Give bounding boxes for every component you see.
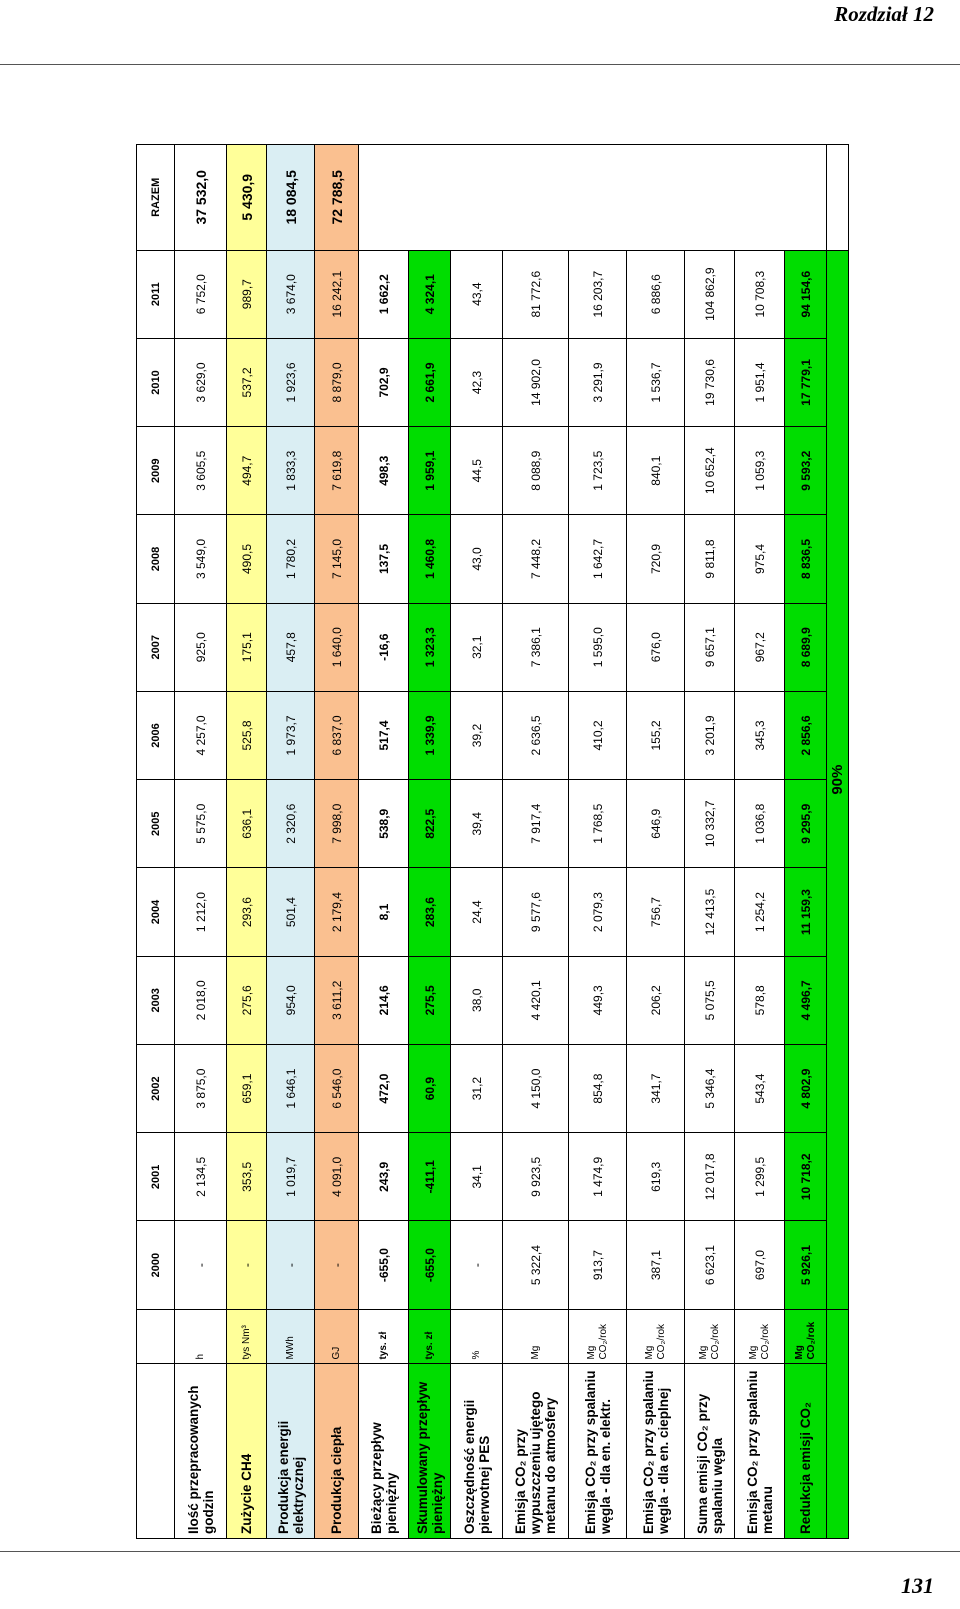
summary-blank bbox=[827, 145, 849, 251]
table-cell: 1 212,0 bbox=[175, 868, 227, 956]
table-cell: 3 605,5 bbox=[175, 427, 227, 515]
table-cell: 14 902,0 bbox=[503, 338, 569, 426]
table-cell: 619,3 bbox=[627, 1133, 685, 1221]
table-cell: 7 619,8 bbox=[315, 427, 359, 515]
table-cell: 10 332,7 bbox=[685, 780, 735, 868]
table-cell: - bbox=[315, 1221, 359, 1309]
table-cell: 9 923,5 bbox=[503, 1133, 569, 1221]
table-cell: 1 036,8 bbox=[735, 780, 785, 868]
table-cell: 1 339,9 bbox=[409, 691, 451, 779]
table-cell: 214,6 bbox=[359, 956, 409, 1044]
table-cell: 578,8 bbox=[735, 956, 785, 1044]
table-cell: 8 879,0 bbox=[315, 338, 359, 426]
table-cell: 3 201,9 bbox=[685, 691, 735, 779]
table-cell: 4 802,9 bbox=[785, 1044, 827, 1132]
table-cell: 1 323,3 bbox=[409, 603, 451, 691]
table-cell: 1 254,2 bbox=[735, 868, 785, 956]
table-cell: 9 593,2 bbox=[785, 427, 827, 515]
summary-empty bbox=[827, 1309, 849, 1538]
table-cell: 2 179,4 bbox=[315, 868, 359, 956]
header-empty-label bbox=[137, 1363, 175, 1538]
table-cell: 283,6 bbox=[409, 868, 451, 956]
table-cell: 137,5 bbox=[359, 515, 409, 603]
row-unit: % bbox=[451, 1309, 503, 1363]
row-label: Zużycie CH4 bbox=[227, 1363, 267, 1538]
table-cell: 676,0 bbox=[627, 603, 685, 691]
rotated-table-container bbox=[136, 144, 846, 1539]
table-cell: 5 075,5 bbox=[685, 956, 735, 1044]
table-cell: - bbox=[267, 1221, 315, 1309]
table-cell: 1 768,5 bbox=[569, 780, 627, 868]
table-cell: 494,7 bbox=[227, 427, 267, 515]
table-cell: 2 018,0 bbox=[175, 956, 227, 1044]
table-cell: 16 242,1 bbox=[315, 250, 359, 338]
table-cell: - bbox=[451, 1221, 503, 1309]
table-cell: 7 998,0 bbox=[315, 780, 359, 868]
table-cell: 1 460,8 bbox=[409, 515, 451, 603]
row-label: Skumulowany przepływ pieniężny bbox=[409, 1363, 451, 1538]
table-cell: 8 689,9 bbox=[785, 603, 827, 691]
table-cell: 646,9 bbox=[627, 780, 685, 868]
table-row bbox=[735, 145, 785, 1539]
table-cell: 9 811,8 bbox=[685, 515, 735, 603]
year-header: 2004 bbox=[137, 868, 175, 956]
table-cell: 1 474,9 bbox=[569, 1133, 627, 1221]
table-cell: 17 779,1 bbox=[785, 338, 827, 426]
table-cell: 7 448,2 bbox=[503, 515, 569, 603]
table-cell: 10 708,3 bbox=[735, 250, 785, 338]
table-row bbox=[409, 145, 451, 1539]
table-cell: 341,7 bbox=[627, 1044, 685, 1132]
table-cell: 4 257,0 bbox=[175, 691, 227, 779]
table-cell: 1 833,3 bbox=[267, 427, 315, 515]
table-cell: 4 150,0 bbox=[503, 1044, 569, 1132]
row-label: Ilość przepracowanych godzin bbox=[175, 1363, 227, 1538]
table-cell: 43,4 bbox=[451, 250, 503, 338]
table-cell: 8 836,5 bbox=[785, 515, 827, 603]
chapter-header: Rozdział 12 bbox=[834, 2, 934, 26]
year-header: 2008 bbox=[137, 515, 175, 603]
table-cell: 243,9 bbox=[359, 1133, 409, 1221]
table-cell: 2 636,5 bbox=[503, 691, 569, 779]
table-row bbox=[685, 145, 735, 1539]
table-cell: 975,4 bbox=[735, 515, 785, 603]
table-cell: 659,1 bbox=[227, 1044, 267, 1132]
table-cell: 1 019,7 bbox=[267, 1133, 315, 1221]
row-label: Produkcja ciepła bbox=[315, 1363, 359, 1538]
table-cell: 34,1 bbox=[451, 1133, 503, 1221]
table-cell: 3 291,9 bbox=[569, 338, 627, 426]
table-cell: 10 718,2 bbox=[785, 1133, 827, 1221]
table-cell: 9 657,1 bbox=[685, 603, 735, 691]
table-cell: -655,0 bbox=[359, 1221, 409, 1309]
year-header: 2006 bbox=[137, 691, 175, 779]
table-cell: 7 145,0 bbox=[315, 515, 359, 603]
table-cell: 3 611,2 bbox=[315, 956, 359, 1044]
table-row bbox=[359, 145, 409, 1539]
table-row bbox=[451, 145, 503, 1539]
table-cell: 490,5 bbox=[227, 515, 267, 603]
header-empty-unit bbox=[137, 1309, 175, 1363]
table-cell: 39,2 bbox=[451, 691, 503, 779]
row-unit: Mg CO₂/rok bbox=[785, 1309, 827, 1363]
row-unit: tys. zł bbox=[359, 1309, 409, 1363]
table-cell: 822,5 bbox=[409, 780, 451, 868]
header-rule bbox=[0, 64, 960, 65]
row-total: 72 788,5 bbox=[315, 145, 359, 251]
year-header: 2005 bbox=[137, 780, 175, 868]
table-cell: 1 059,3 bbox=[735, 427, 785, 515]
table-cell: -655,0 bbox=[409, 1221, 451, 1309]
table-cell: 1 642,7 bbox=[569, 515, 627, 603]
table-cell: 24,4 bbox=[451, 868, 503, 956]
table-cell: 387,1 bbox=[627, 1221, 685, 1309]
table-cell: 19 730,6 bbox=[685, 338, 735, 426]
row-label: Bieżący przepływ pieniężny bbox=[359, 1363, 409, 1538]
table-cell: 11 159,3 bbox=[785, 868, 827, 956]
table-cell: 2 856,6 bbox=[785, 691, 827, 779]
table-cell: 525,8 bbox=[227, 691, 267, 779]
year-header: 2002 bbox=[137, 1044, 175, 1132]
table-cell: 31,2 bbox=[451, 1044, 503, 1132]
table-cell: - bbox=[227, 1221, 267, 1309]
table-cell: 7 917,4 bbox=[503, 780, 569, 868]
table-cell: 8 088,9 bbox=[503, 427, 569, 515]
table-cell: 1 646,1 bbox=[267, 1044, 315, 1132]
table-cell: 4 420,1 bbox=[503, 956, 569, 1044]
table-cell: 720,9 bbox=[627, 515, 685, 603]
table-cell: 4 496,7 bbox=[785, 956, 827, 1044]
table-row bbox=[569, 145, 627, 1539]
table-cell: 3 875,0 bbox=[175, 1044, 227, 1132]
table-cell: 449,3 bbox=[569, 956, 627, 1044]
table-cell: 1 595,0 bbox=[569, 603, 627, 691]
row-unit: Mg bbox=[503, 1309, 569, 1363]
table-cell: 1 951,4 bbox=[735, 338, 785, 426]
row-unit: tys. zł bbox=[409, 1309, 451, 1363]
year-header: 2000 bbox=[137, 1221, 175, 1309]
row-label: Oszczędność energii pierwotnej PES bbox=[451, 1363, 503, 1538]
table-cell: 840,1 bbox=[627, 427, 685, 515]
table-cell: 697,0 bbox=[735, 1221, 785, 1309]
row-unit: Mg CO₂/rok bbox=[685, 1309, 735, 1363]
table-cell: 275,5 bbox=[409, 956, 451, 1044]
table-row bbox=[627, 145, 685, 1539]
table-cell: 1 640,0 bbox=[315, 603, 359, 691]
table-cell: 44,5 bbox=[451, 427, 503, 515]
table-cell: 913,7 bbox=[569, 1221, 627, 1309]
table-cell: 175,1 bbox=[227, 603, 267, 691]
table-cell: 1 536,7 bbox=[627, 338, 685, 426]
table-cell: 517,4 bbox=[359, 691, 409, 779]
footer-rule bbox=[0, 1551, 960, 1552]
table-cell: 5 575,0 bbox=[175, 780, 227, 868]
table-cell: 3 674,0 bbox=[267, 250, 315, 338]
table-cell: 275,6 bbox=[227, 956, 267, 1044]
table-cell: 104 862,9 bbox=[685, 250, 735, 338]
table-row bbox=[503, 145, 569, 1539]
table-cell: 6 886,6 bbox=[627, 250, 685, 338]
table-cell: 457,8 bbox=[267, 603, 315, 691]
table-cell: 1 959,1 bbox=[409, 427, 451, 515]
total-header: RAZEM bbox=[137, 145, 175, 251]
table-cell: 2 320,6 bbox=[267, 780, 315, 868]
row-total: 37 532,0 bbox=[175, 145, 227, 251]
table-cell: 32,1 bbox=[451, 603, 503, 691]
row-total: 18 084,5 bbox=[267, 145, 315, 251]
table-cell: -411,1 bbox=[409, 1133, 451, 1221]
table-cell: 501,4 bbox=[267, 868, 315, 956]
table-cell: 10 652,4 bbox=[685, 427, 735, 515]
table-cell: 3 549,0 bbox=[175, 515, 227, 603]
summary-row bbox=[827, 145, 849, 1539]
table-cell: 925,0 bbox=[175, 603, 227, 691]
table-cell: 353,5 bbox=[227, 1133, 267, 1221]
table-cell: 410,2 bbox=[569, 691, 627, 779]
table-cell: 12 413,5 bbox=[685, 868, 735, 956]
table-cell: 5 926,1 bbox=[785, 1221, 827, 1309]
table-cell: 81 772,6 bbox=[503, 250, 569, 338]
table-cell: 43,0 bbox=[451, 515, 503, 603]
row-label: Emisja CO₂ przy wypuszczeniu ujętego metanu do atmosfery bbox=[503, 1363, 569, 1538]
table-cell: 989,7 bbox=[227, 250, 267, 338]
header-row bbox=[137, 145, 175, 1539]
year-header: 2003 bbox=[137, 956, 175, 1044]
table-row bbox=[175, 145, 227, 1539]
table-cell: 39,4 bbox=[451, 780, 503, 868]
row-unit: Mg CO₂/rok bbox=[735, 1309, 785, 1363]
table-row bbox=[267, 145, 315, 1539]
table-cell: 538,9 bbox=[359, 780, 409, 868]
table-cell: 16 203,7 bbox=[569, 250, 627, 338]
table-cell: 38,0 bbox=[451, 956, 503, 1044]
table-cell: 2 661,9 bbox=[409, 338, 451, 426]
table-cell: 9 295,9 bbox=[785, 780, 827, 868]
table-cell: 42,3 bbox=[451, 338, 503, 426]
table-cell: 756,7 bbox=[627, 868, 685, 956]
table-cell: 854,8 bbox=[569, 1044, 627, 1132]
year-header: 2011 bbox=[137, 250, 175, 338]
table-cell: 636,1 bbox=[227, 780, 267, 868]
table-cell: 1 299,5 bbox=[735, 1133, 785, 1221]
table-cell: 1 973,7 bbox=[267, 691, 315, 779]
row-label: Produkcja energii elektrycznej bbox=[267, 1363, 315, 1538]
row-label: Suma emisji CO₂ przy spalaniu węgla bbox=[685, 1363, 735, 1538]
table-cell: 954,0 bbox=[267, 956, 315, 1044]
table-row bbox=[315, 145, 359, 1539]
table-cell: 2 079,3 bbox=[569, 868, 627, 956]
table-cell: 1 662,2 bbox=[359, 250, 409, 338]
table-cell: 345,3 bbox=[735, 691, 785, 779]
table-cell: 6 837,0 bbox=[315, 691, 359, 779]
table-cell: 967,2 bbox=[735, 603, 785, 691]
table-cell: - bbox=[175, 1221, 227, 1309]
data-table bbox=[136, 144, 849, 1539]
table-cell: 498,3 bbox=[359, 427, 409, 515]
table-cell: 702,9 bbox=[359, 338, 409, 426]
table-cell: 60,9 bbox=[409, 1044, 451, 1132]
table-cell: 1 723,5 bbox=[569, 427, 627, 515]
table-cell: 1 923,6 bbox=[267, 338, 315, 426]
row-unit: GJ bbox=[315, 1309, 359, 1363]
row-unit: Mg CO₂/rok bbox=[627, 1309, 685, 1363]
table-cell: 155,2 bbox=[627, 691, 685, 779]
table-cell: 4 091,0 bbox=[315, 1133, 359, 1221]
table-cell: 293,6 bbox=[227, 868, 267, 956]
table-cell: 8,1 bbox=[359, 868, 409, 956]
table-cell: 206,2 bbox=[627, 956, 685, 1044]
table-cell: 3 629,0 bbox=[175, 338, 227, 426]
page-number: 131 bbox=[901, 1573, 934, 1598]
table-cell: 6 623,1 bbox=[685, 1221, 735, 1309]
table-cell: 4 324,1 bbox=[409, 250, 451, 338]
blank-total-area bbox=[359, 145, 827, 251]
year-header: 2001 bbox=[137, 1133, 175, 1221]
table-cell: 543,4 bbox=[735, 1044, 785, 1132]
year-header: 2010 bbox=[137, 338, 175, 426]
year-header: 2007 bbox=[137, 603, 175, 691]
table-cell: 6 546,0 bbox=[315, 1044, 359, 1132]
table-cell: 5 322,4 bbox=[503, 1221, 569, 1309]
row-label: Emisja CO₂ przy spalaniu metanu bbox=[735, 1363, 785, 1538]
row-unit: h bbox=[175, 1309, 227, 1363]
table-cell: -16,6 bbox=[359, 603, 409, 691]
table-cell: 7 386,1 bbox=[503, 603, 569, 691]
row-unit: Mg CO₂/rok bbox=[569, 1309, 627, 1363]
row-label: Redukcja emisji CO₂ bbox=[785, 1363, 827, 1538]
table-cell: 12 017,8 bbox=[685, 1133, 735, 1221]
year-header: 2009 bbox=[137, 427, 175, 515]
table-cell: 1 780,2 bbox=[267, 515, 315, 603]
table-cell: 94 154,6 bbox=[785, 250, 827, 338]
table-row bbox=[227, 145, 267, 1539]
row-label: Emisja CO₂ przy spalaniu węgla - dla en. elektr. bbox=[569, 1363, 627, 1538]
row-unit: MWh bbox=[267, 1309, 315, 1363]
row-total: 5 430,9 bbox=[227, 145, 267, 251]
table-cell: 537,2 bbox=[227, 338, 267, 426]
table-cell: 5 346,4 bbox=[685, 1044, 735, 1132]
table-cell: 2 134,5 bbox=[175, 1133, 227, 1221]
table-cell: 472,0 bbox=[359, 1044, 409, 1132]
row-label: Emisja CO₂ przy spalaniu węgla - dla en. cieplnej bbox=[627, 1363, 685, 1538]
summary-percent: 90% bbox=[827, 250, 849, 1309]
table-cell: 6 752,0 bbox=[175, 250, 227, 338]
row-unit: tys Nm³ bbox=[227, 1309, 267, 1363]
table-row bbox=[785, 145, 827, 1539]
table-cell: 9 577,6 bbox=[503, 868, 569, 956]
